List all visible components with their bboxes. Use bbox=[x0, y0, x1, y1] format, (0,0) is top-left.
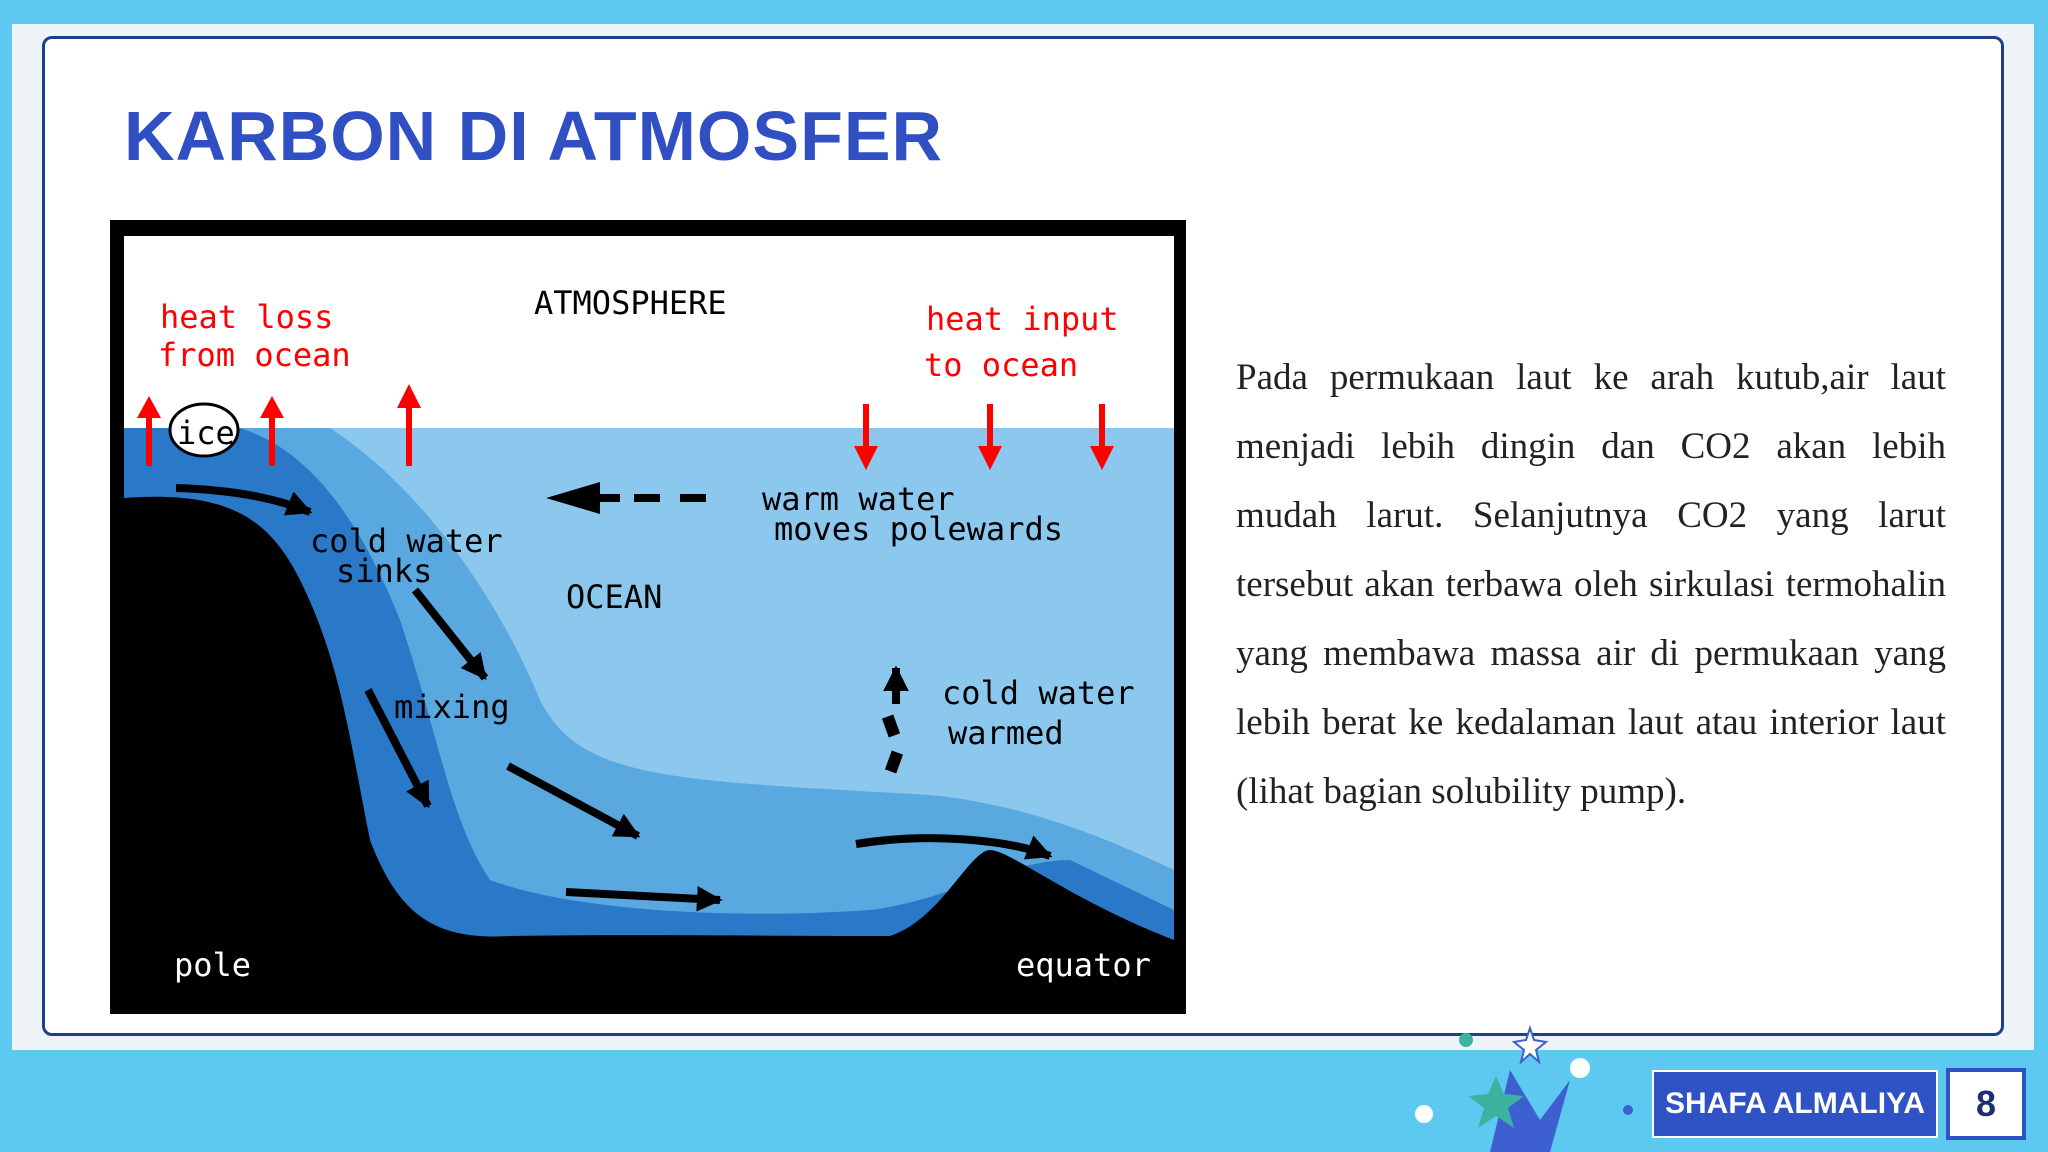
heat-loss-label-2: from ocean bbox=[158, 336, 351, 374]
dot-icon bbox=[1570, 1058, 1590, 1078]
dot-icon bbox=[1623, 1105, 1633, 1115]
cold-water-sinks-label-2: sinks bbox=[336, 552, 433, 590]
dot-icon bbox=[1459, 1033, 1473, 1047]
atmosphere-label: ATMOSPHERE bbox=[534, 284, 727, 322]
heat-input-label-2: to ocean bbox=[924, 346, 1079, 384]
author-badge: SHAFA ALMALIYA bbox=[1652, 1070, 1938, 1138]
dot-icon bbox=[1415, 1105, 1433, 1123]
slide-title: KARBON DI ATMOSFER bbox=[124, 97, 944, 175]
heat-loss-label-1: heat loss bbox=[160, 298, 334, 336]
warm-water-label-2: moves polewards bbox=[774, 510, 1063, 548]
equator-label: equator bbox=[1016, 946, 1151, 984]
ocean-circulation-diagram bbox=[110, 220, 1186, 1014]
cold-water-warmed-label-2: warmed bbox=[948, 714, 1064, 752]
ocean-label: OCEAN bbox=[566, 578, 663, 616]
star-icon bbox=[1468, 1028, 1570, 1152]
ice-label: ice bbox=[177, 414, 235, 452]
warm-water-label-1: warm water bbox=[762, 480, 955, 518]
mixing-label: mixing bbox=[394, 688, 510, 726]
cold-water-warmed-label-1: cold water bbox=[942, 674, 1135, 712]
decorative-stars bbox=[1400, 1010, 1660, 1152]
diagram-svg bbox=[110, 220, 1186, 1014]
page-number: 8 bbox=[1946, 1068, 2026, 1140]
heat-input-label-1: heat input bbox=[926, 300, 1119, 338]
body-paragraph: Pada permukaan laut ke arah kutub,air laut menjadi lebih dingin dan CO2 akan lebih mudah larut. Selanjutnya CO2 yang larut tersebut akan terbawa oleh sirkulasi termohalin yang membawa massa air di permukaan yang lebih berat ke kedalaman laut atau interior laut (lihat bagian solubility pump). bbox=[1236, 357, 1946, 812]
pole-label: pole bbox=[174, 946, 252, 984]
cold-water-sinks-label-1: cold water bbox=[310, 522, 503, 560]
